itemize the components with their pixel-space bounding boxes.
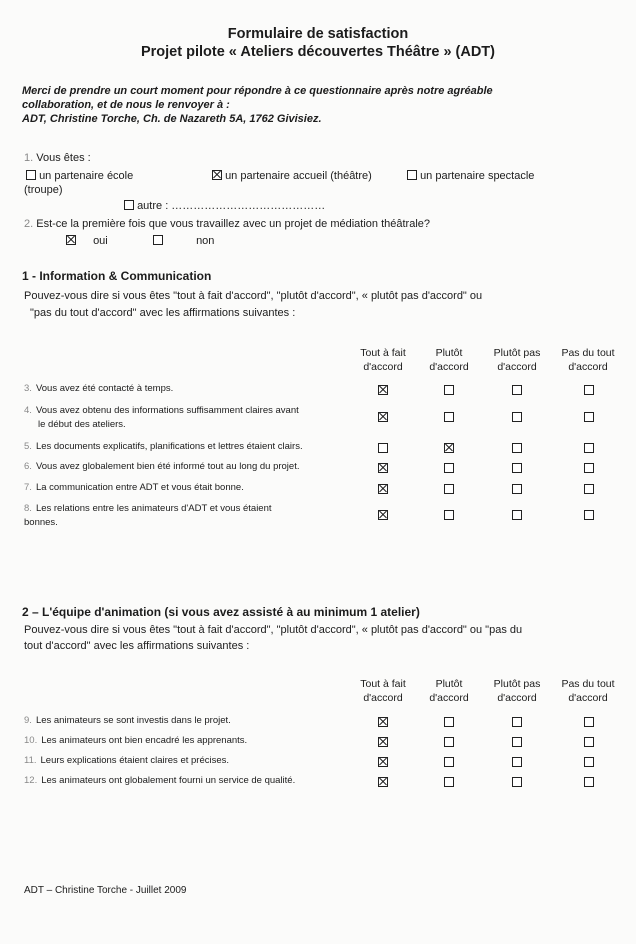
q1-option-theatre[interactable] [212, 170, 372, 182]
checkbox[interactable] [444, 777, 454, 787]
intro-address: ADT, Christine Torche, Ch. de Nazareth 5A, 1762 Givisiez. [22, 113, 322, 125]
form-title: Formulaire de satisfaction [227, 26, 409, 42]
checkbox-checked[interactable] [378, 737, 388, 747]
checkbox[interactable] [584, 510, 594, 520]
row-number: 5. [24, 441, 32, 452]
row-text-line-2: bonnes. [24, 517, 58, 528]
checkbox[interactable] [584, 484, 594, 494]
question-1 [24, 152, 91, 164]
row-text-line-1: Les documents explicatifs, planifications et lettres étaient clairs. [35, 441, 303, 452]
question-number: 2. [24, 218, 34, 230]
intro-line-1: Merci de prendre un court moment pour répondre à ce questionnaire après notre agréable [22, 85, 493, 97]
checkbox[interactable] [26, 170, 36, 180]
checkbox[interactable] [584, 777, 594, 787]
row-number: 3. [24, 383, 32, 394]
row-text-line-1: Les animateurs se sont investis dans le projet. [35, 715, 231, 726]
checkbox[interactable] [512, 737, 522, 747]
checkbox[interactable] [584, 757, 594, 767]
checkbox-checked[interactable] [212, 170, 222, 180]
checkbox[interactable] [444, 757, 454, 767]
row-text [24, 734, 344, 748]
checkbox[interactable] [378, 443, 388, 453]
checkbox[interactable] [124, 200, 134, 210]
option-label: un partenaire spectacle [420, 170, 535, 182]
column-header-line: d'accord [568, 692, 608, 704]
table-row-label [24, 734, 344, 748]
row-number: 6. [24, 461, 32, 472]
form-subtitle: Projet pilote « Ateliers découvertes Théâtre » (ADT) [140, 44, 495, 60]
checkbox[interactable] [584, 463, 594, 473]
section-2-instruction-1: Pouvez-vous dire si vous êtes "tout à fait d'accord", "plutôt d'accord", « plutôt pas d'accord" ou "pas du [24, 624, 523, 636]
column-header-line: d'accord [497, 361, 537, 373]
q1-troupe-text: (troupe) [24, 184, 63, 196]
column-header-tout-a-fait [348, 346, 418, 374]
row-number: 11. [24, 755, 37, 766]
table-row-label [24, 440, 344, 454]
column-header-pas-du-tout [553, 677, 623, 705]
question-2 [24, 218, 430, 230]
checkbox-checked[interactable] [378, 777, 388, 787]
table-row-label [24, 481, 344, 495]
checkbox[interactable] [153, 235, 163, 245]
checkbox[interactable] [512, 717, 522, 727]
table-row-label [24, 754, 344, 768]
checkbox[interactable] [512, 463, 522, 473]
row-text-line-1: Vous avez globalement bien été informé tout au long du projet. [35, 461, 300, 472]
checkbox[interactable] [407, 170, 417, 180]
table-row-label [24, 774, 344, 788]
checkbox[interactable] [444, 484, 454, 494]
row-text-line-1: Leurs explications étaient claires et précises. [40, 755, 230, 766]
option-label: non [196, 235, 215, 247]
column-header-line: Plutôt pas [493, 347, 541, 359]
checkbox-checked[interactable] [378, 717, 388, 727]
q1-option-school[interactable] [26, 170, 133, 182]
option-label: oui [93, 235, 108, 247]
column-header-line: Plutôt [435, 347, 463, 359]
column-header-tout-a-fait [348, 677, 418, 705]
checkbox-checked[interactable] [444, 443, 454, 453]
column-header-line: Tout à fait [360, 347, 406, 359]
checkbox[interactable] [584, 412, 594, 422]
checkbox[interactable] [584, 717, 594, 727]
row-text [24, 404, 344, 418]
row-text-line-2: le début des ateliers. [38, 419, 126, 430]
question-number: 1. [24, 152, 34, 164]
column-header-line: d'accord [497, 692, 537, 704]
row-text [24, 481, 344, 495]
section-2-instruction-2: tout d'accord" avec les affirmations suivantes : [24, 640, 250, 652]
checkbox[interactable] [512, 412, 522, 422]
checkbox[interactable] [512, 385, 522, 395]
row-text-line-1: Les animateurs ont bien encadré les apprenants. [41, 735, 248, 746]
q1-option-other[interactable] [124, 200, 325, 212]
checkbox-checked[interactable] [378, 385, 388, 395]
checkbox-checked[interactable] [378, 510, 388, 520]
column-header-line: Tout à fait [360, 678, 406, 690]
checkbox[interactable] [444, 510, 454, 520]
question-label: Est-ce la première fois que vous travaillez avec un projet de médiation théâtrale? [36, 218, 431, 230]
checkbox[interactable] [444, 737, 454, 747]
checkbox[interactable] [584, 443, 594, 453]
intro-text [22, 84, 602, 126]
checkbox[interactable] [444, 412, 454, 422]
row-text-line-1: Vous avez obtenu des informations suffisamment claires avant [35, 405, 299, 416]
checkbox-checked[interactable] [378, 757, 388, 767]
row-text-line-1: La communication entre ADT et vous était bonne. [35, 482, 244, 493]
column-header-plutot-pas [482, 346, 552, 374]
column-header-plutot-pas [482, 677, 552, 705]
q1-option-show[interactable] [407, 170, 534, 182]
table-row-label [24, 714, 344, 728]
section-2-title: 2 – L'équipe d'animation (si vous avez assisté à au minimum 1 atelier) [22, 605, 420, 619]
column-header-plutot [414, 346, 484, 374]
table-row-label [24, 382, 344, 396]
column-header-line: Pas du tout [561, 347, 615, 359]
checkbox[interactable] [584, 385, 594, 395]
checkbox[interactable] [584, 737, 594, 747]
column-header-line: d'accord [363, 361, 403, 373]
intro-line-2: collaboration, et de nous le renvoyer à : [22, 99, 230, 111]
footer-text: ADT – Christine Torche - Juillet 2009 [24, 885, 187, 896]
row-number: 12. [24, 775, 38, 786]
row-text-line-1: Vous avez été contacté à temps. [35, 383, 174, 394]
column-header-line: Plutôt [435, 678, 463, 690]
checkbox[interactable] [444, 385, 454, 395]
option-label: un partenaire école [39, 170, 134, 182]
option-label: autre : …………………………………… [137, 200, 326, 212]
section-1-instruction-2: "pas du tout d'accord" avec les affirmations suivantes : [30, 307, 296, 319]
table-row-label [24, 460, 344, 474]
row-number: 7. [24, 482, 32, 493]
checkbox[interactable] [444, 717, 454, 727]
checkbox-checked[interactable] [378, 412, 388, 422]
row-number: 9. [24, 715, 32, 726]
checkbox[interactable] [512, 484, 522, 494]
question-label: Vous êtes : [36, 152, 91, 164]
column-header-line: Plutôt pas [493, 678, 541, 690]
column-header-pas-du-tout [553, 346, 623, 374]
checkbox-checked[interactable] [378, 463, 388, 473]
row-text [24, 774, 344, 788]
checkbox-checked[interactable] [378, 484, 388, 494]
row-text [24, 440, 344, 454]
column-header-line: Pas du tout [561, 678, 615, 690]
q2-option-yes[interactable] [66, 235, 108, 247]
table-row-label [24, 502, 344, 530]
checkbox[interactable] [512, 757, 522, 767]
row-text [24, 460, 344, 474]
row-text [24, 502, 344, 516]
column-header-line: d'accord [363, 692, 403, 704]
section-1-instruction-1: Pouvez-vous dire si vous êtes "tout à fait d'accord", "plutôt d'accord", « plutôt pas d'accord" ou [24, 290, 483, 302]
column-header-line: d'accord [429, 692, 469, 704]
q2-option-no[interactable] [153, 235, 214, 247]
row-number: 4. [24, 405, 32, 416]
checkbox[interactable] [512, 443, 522, 453]
row-text-line-1: Les relations entre les animateurs d'ADT et vous étaient [35, 503, 272, 514]
row-text-line-1: Les animateurs ont globalement fourni un service de qualité. [41, 775, 296, 786]
checkbox[interactable] [444, 463, 454, 473]
row-text [24, 382, 344, 396]
column-header-line: d'accord [568, 361, 608, 373]
option-label: un partenaire accueil (théâtre) [225, 170, 372, 182]
section-1-title: 1 - Information & Communication [22, 269, 212, 283]
column-header-plutot [414, 677, 484, 705]
table-row-label [24, 404, 344, 432]
row-number: 8. [24, 503, 32, 514]
checkbox[interactable] [512, 777, 522, 787]
row-number: 10. [24, 735, 38, 746]
checkbox-checked[interactable] [66, 235, 76, 245]
column-header-line: d'accord [429, 361, 469, 373]
row-text [24, 714, 344, 728]
checkbox[interactable] [512, 510, 522, 520]
row-text [24, 754, 344, 768]
